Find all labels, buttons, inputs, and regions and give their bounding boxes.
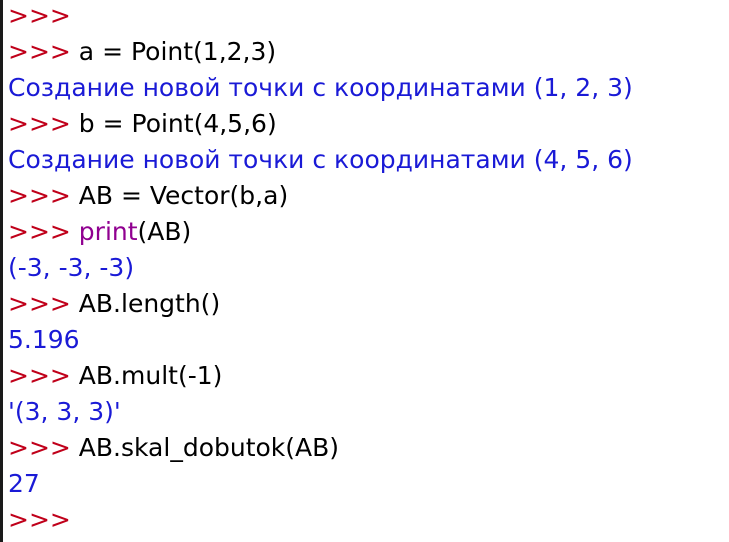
prompt-marker: >>>	[8, 1, 71, 30]
shell-line-input	[8, 286, 723, 322]
shell-line-output: 5.196	[8, 325, 80, 354]
shell-line-output: 27	[8, 469, 40, 498]
prompt-marker: >>>	[8, 433, 71, 462]
prompt-marker: >>>	[8, 217, 71, 246]
prompt-marker: >>>	[8, 505, 71, 534]
window-left-border	[0, 0, 3, 542]
builtin-keyword: print	[78, 217, 138, 246]
shell-output-area[interactable]	[8, 0, 723, 538]
shell-line-input	[8, 358, 723, 394]
shell-line-output: '(3, 3, 3)'	[8, 397, 121, 426]
input-code: AB.skal_dobutok(AB)	[78, 433, 340, 462]
shell-line-input	[8, 430, 723, 466]
prompt-marker: >>>	[8, 361, 71, 390]
input-code: (AB)	[137, 217, 192, 246]
shell-line-input	[8, 214, 723, 250]
prompt-marker: >>>	[8, 37, 71, 66]
input-code: AB = Vector(b,a)	[78, 181, 289, 210]
shell-line-prompt-active[interactable]	[8, 502, 723, 538]
shell-line-input	[8, 34, 723, 70]
input-code: a = Point(1,2,3)	[78, 37, 277, 66]
input-code: AB.length()	[78, 289, 221, 318]
shell-line-output: (-3, -3, -3)	[8, 253, 135, 282]
input-code: b = Point(4,5,6)	[78, 109, 277, 138]
shell-line-prompt	[8, 0, 723, 34]
shell-line-output: Создание новой точки с координатами (1, 2, 3)	[8, 73, 633, 102]
prompt-marker: >>>	[8, 181, 71, 210]
prompt-marker: >>>	[8, 109, 71, 138]
input-code: AB.mult(-1)	[78, 361, 223, 390]
shell-line-input	[8, 178, 723, 214]
shell-line-input	[8, 106, 723, 142]
prompt-marker: >>>	[8, 289, 71, 318]
shell-line-output: Создание новой точки с координатами (4, 5, 6)	[8, 145, 633, 174]
